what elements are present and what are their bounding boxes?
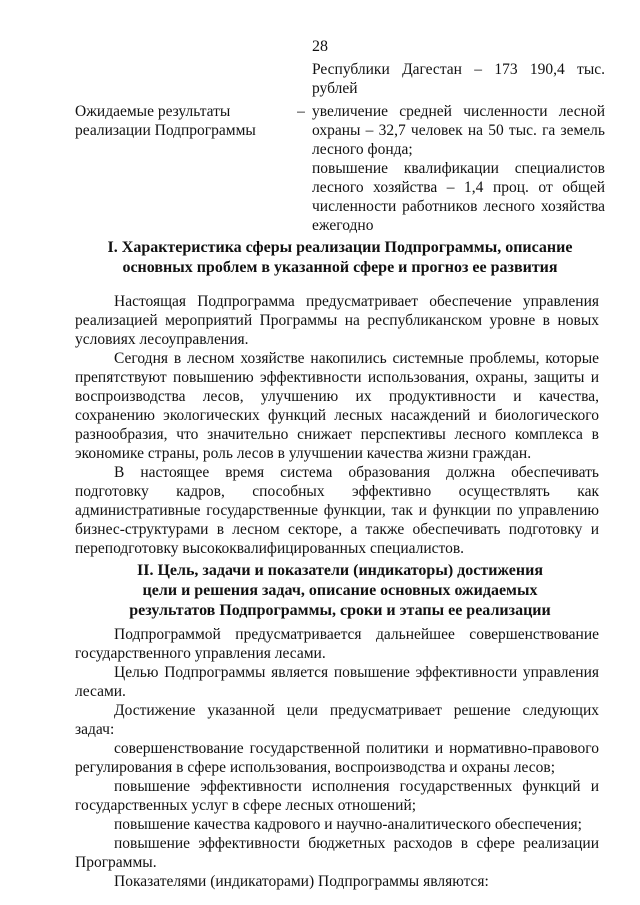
paragraph: повышение эффективности исполнения государственных функций и государственных услуг в сфере лесных отношений; — [75, 778, 599, 814]
section-1-title-line: основных проблем в указанной сфере и прогноз ее развития — [122, 259, 558, 276]
section-1-title-line: I. Характеристика сферы реализации Подпрограммы, описание — [107, 239, 573, 256]
section-2-title-line: II. Цель, задачи и показатели (индикаторы) достижения — [136, 562, 543, 579]
paragraph: повышение эффективности бюджетных расходов в сфере реализации Программы. — [75, 835, 599, 871]
section-2-body — [75, 625, 599, 891]
table-value-line: повышение квалификации специалистов лесного хозяйства – 1,4 проц. от общей численности работников лесного хозяйства ежегодно — [312, 160, 605, 234]
paragraph: совершенствование государственной политики и нормативно-правового регулирования в сфере использования, воспроизводства и охраны лесов; — [75, 740, 599, 776]
table-row-continuation — [75, 60, 605, 98]
section-2-title-line: цели и решения задач, описание основных ожидаемых — [142, 582, 538, 599]
section-1-body — [75, 292, 599, 558]
paragraph: Целью Подпрограммы является повышение эффективности управления лесами. — [75, 664, 599, 700]
paragraph: Сегодня в лесном хозяйстве накопились системные проблемы, которые препятствуют повышению эффективности использования, охраны, защиты и воспроизводства лесов, улучшению их продуктивности и качества, сохранению экологических функций лесных насаждений и биологического разнообразия, что значительно снижает перспективы лесного комплекса в экономике страны, роль лесов в улучшении качества жизни граждан. — [75, 350, 599, 462]
paragraph: Достижение указанной цели предусматривает решение следующих задач: — [75, 702, 599, 738]
section-2-title-line: результатов Подпрограммы, сроки и этапы ее реализации — [129, 602, 551, 619]
table-cell-value — [312, 102, 605, 235]
section-2-title — [75, 561, 605, 621]
table-cell-value: Республики Дагестан – 173 190,4 тыс. рублей — [312, 61, 605, 97]
paragraph: Настоящая Подпрограмма предусматривает обеспечение управления реализацией мероприятий Программы на республиканском уровне в новых условиях лесоуправления. — [75, 293, 599, 348]
page-number: 28 — [312, 38, 328, 55]
section-1-title — [75, 238, 605, 278]
table-row — [75, 102, 605, 235]
paragraph: Показателями (индикаторами) Подпрограммы являются: — [114, 873, 489, 890]
paragraph: В настоящее время система образования должна обеспечивать подготовку кадров, способных эффективно осуществлять как административные государственные функции, так и функции по управлению бизнес-структурами в лесном секторе, а также обеспечивать подготовку и переподготовку высококвалифицированных специалистов. — [75, 464, 599, 557]
table-cell-label: Ожидаемые результаты реализации Подпрограммы — [75, 103, 256, 139]
table-cell-dash: – — [297, 103, 305, 120]
passport-table — [75, 60, 605, 235]
table-value-line: увеличение средней численности лесной охраны – 32,7 человек на 50 тыс. га земель лесного фонда; — [312, 103, 605, 158]
paragraph: Подпрограммой предусматривается дальнейшее совершенствование государственного управления лесами. — [75, 626, 599, 662]
paragraph: повышение качества кадрового и научно-аналитического обеспечения; — [114, 816, 582, 833]
